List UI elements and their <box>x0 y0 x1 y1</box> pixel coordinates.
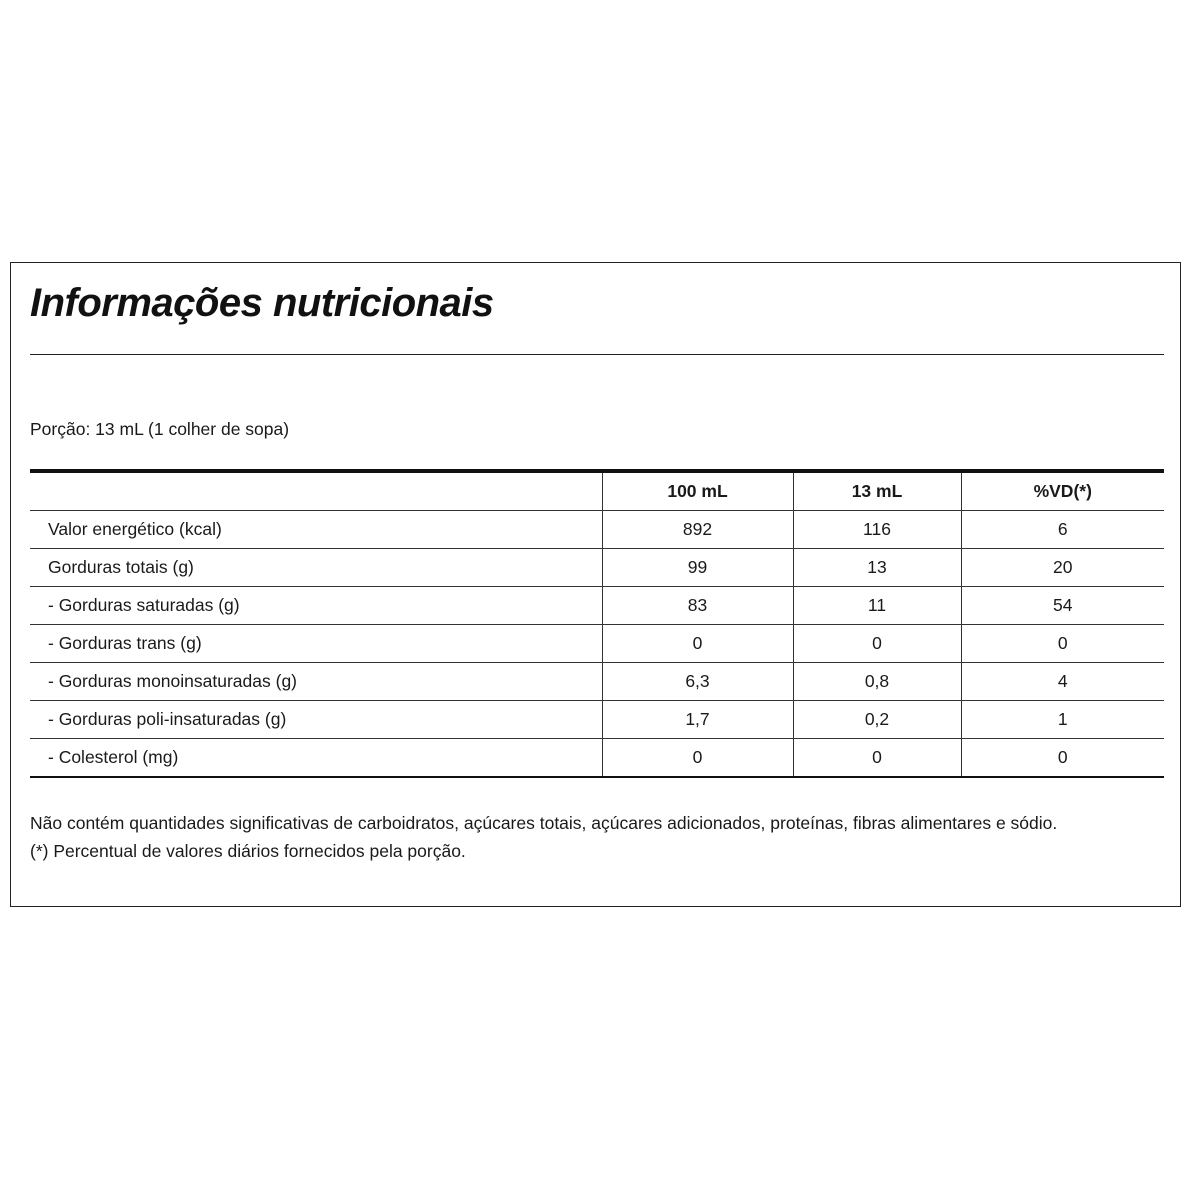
nutrient-name: - Gorduras saturadas (g) <box>30 587 602 625</box>
table-row <box>30 511 1164 549</box>
table-row <box>30 663 1164 701</box>
value-portion: 13 <box>793 549 961 587</box>
value-100ml: 1,7 <box>602 701 793 739</box>
value-portion: 116 <box>793 511 961 549</box>
footnotes <box>30 809 1057 865</box>
nutrient-name: Gorduras totais (g) <box>30 549 602 587</box>
value-daily: 54 <box>961 587 1164 625</box>
nutrient-name: - Gorduras poli-insaturadas (g) <box>30 701 602 739</box>
nutrient-name: - Gorduras monoinsaturadas (g) <box>30 663 602 701</box>
nutrition-facts-panel <box>10 262 1181 907</box>
value-100ml: 0 <box>602 625 793 663</box>
value-daily: 4 <box>961 663 1164 701</box>
table-row <box>30 587 1164 625</box>
value-portion: 0 <box>793 739 961 778</box>
title-divider <box>30 354 1164 355</box>
nutrient-name: - Colesterol (mg) <box>48 747 179 767</box>
value-daily: 1 <box>961 701 1164 739</box>
header-nutrient <box>30 471 602 511</box>
value-100ml: 0 <box>602 739 793 778</box>
nutrition-table <box>30 469 1164 778</box>
value-portion: 0 <box>793 625 961 663</box>
table-header-row <box>30 471 1164 511</box>
panel-title: Informações nutricionais <box>30 281 494 325</box>
table-row <box>30 739 1164 778</box>
value-portion: 0,8 <box>793 663 961 701</box>
table-row <box>30 701 1164 739</box>
value-100ml: 892 <box>602 511 793 549</box>
header-per-100ml: 100 mL <box>602 471 793 511</box>
footnote-not-significant: Não contém quantidades significativas de carboidratos, açúcares totais, açúcares adicionados, proteínas, fibras alimentares e sódio. <box>30 813 1058 833</box>
table-row <box>30 549 1164 587</box>
table-row <box>30 625 1164 663</box>
value-100ml: 6,3 <box>602 663 793 701</box>
value-daily: 0 <box>961 739 1164 778</box>
value-daily: 6 <box>961 511 1164 549</box>
value-100ml: 99 <box>602 549 793 587</box>
footnote-daily-value: (*) Percentual de valores diários fornecidos pela porção. <box>30 841 466 861</box>
value-portion: 11 <box>793 587 961 625</box>
header-daily-value: %VD(*) <box>961 471 1164 511</box>
nutrient-name: Valor energético (kcal) <box>30 511 602 549</box>
value-daily: 20 <box>961 549 1164 587</box>
portion-text: Porção: 13 mL (1 colher de sopa) <box>30 419 290 439</box>
nutrient-name: - Gorduras trans (g) <box>30 625 602 663</box>
header-per-portion: 13 mL <box>793 471 961 511</box>
value-daily: 0 <box>961 625 1164 663</box>
value-100ml: 83 <box>602 587 793 625</box>
value-portion: 0,2 <box>793 701 961 739</box>
